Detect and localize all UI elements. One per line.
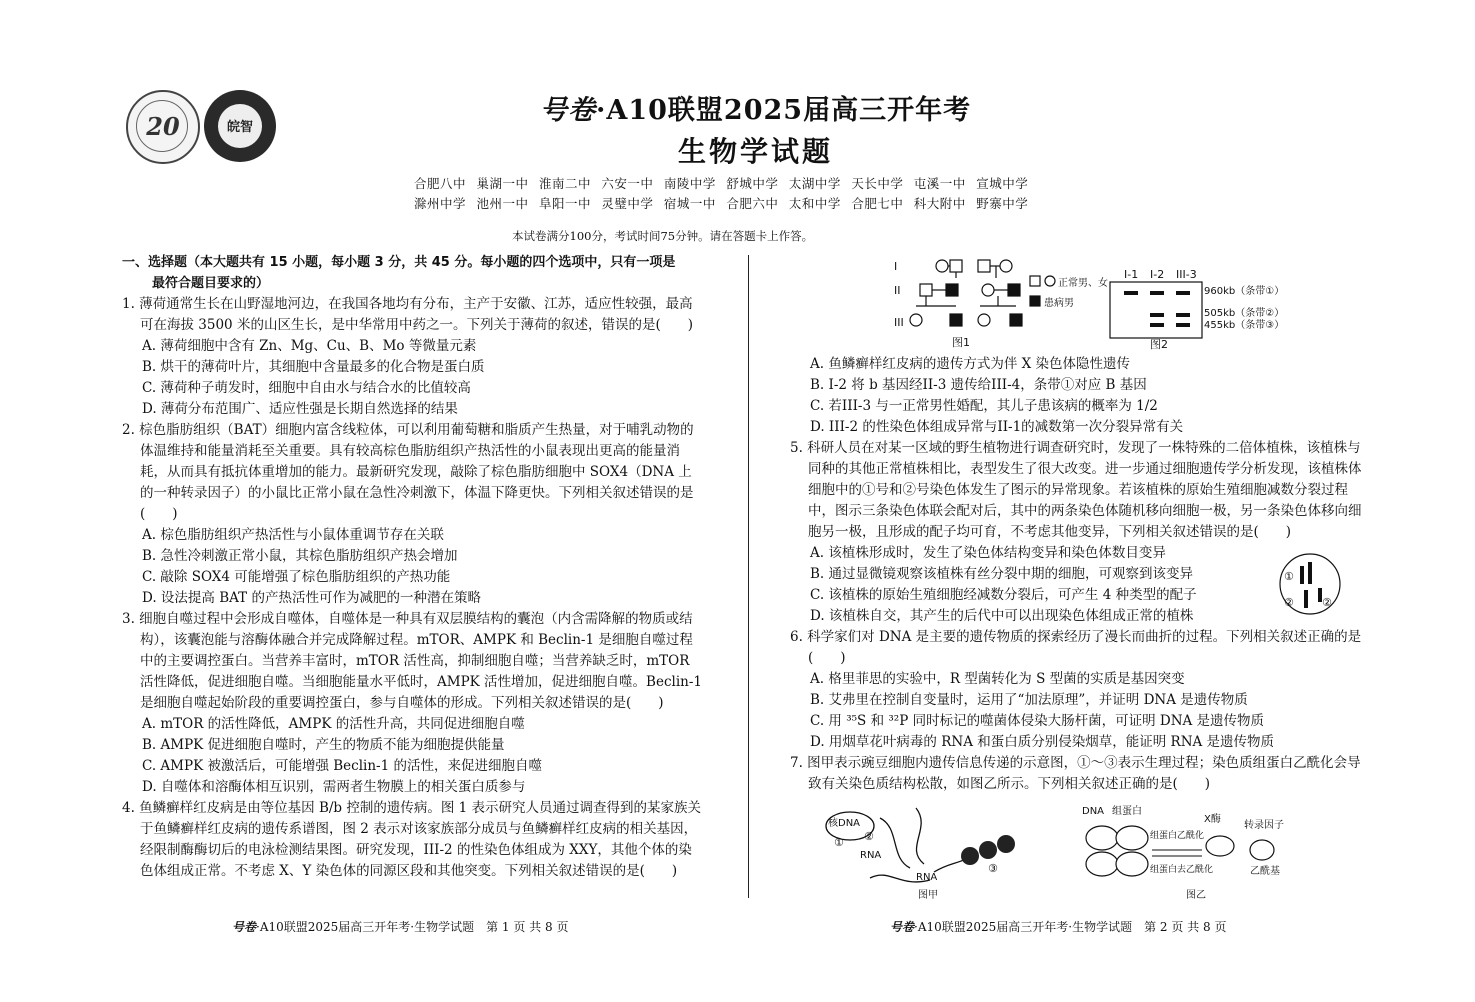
figb-transcription-factor: 转录因子 xyxy=(1244,820,1284,831)
q4-option-d: D. III-2 的性染色体组成异常与II-1的减数第一次分裂异常有关 xyxy=(810,419,1184,435)
footer-right-text: ·A10联盟2025届高三开年考·生物学试题 第 2 页 共 8 页 xyxy=(914,920,1227,934)
gel-band xyxy=(1150,291,1164,295)
band-2-label: 505kb（条带②） xyxy=(1204,308,1285,319)
alliance-logo-text: 20 xyxy=(146,112,180,141)
question-2: 2. 棕色脂肪组织（BAT）细胞内富含线粒体，可以利用葡萄糖和脂质产生热量，对于哺乳动物的体温维持和能量消耗至关重要。具有较高棕色脂肪组织产热活性的小鼠表现出更高的能量消耗，从而具有抵抗体重增加的能力。最新研究发现，敲除了棕色脂肪细胞中 SOX4（DNA 上的一种转录因子）的小鼠比正常小鼠在急性冷刺激下，体温下降更快。下列相关叙述错误的是( ) xyxy=(122,422,694,522)
figure-1-label: 图1 xyxy=(952,336,970,349)
q5-option-b: B. 通过显微镜观察该植株有丝分裂中期的细胞，可观察到该变异 xyxy=(810,566,1194,582)
svg-text:②: ② xyxy=(864,830,874,843)
q1-option-c: C. 薄荷种子萌发时，细胞中自由水与结合水的比值较高 xyxy=(142,380,471,396)
subject-title: 生物学试题 xyxy=(678,135,834,168)
figb-acetylation: 组蛋白乙酰化 xyxy=(1150,831,1205,841)
gel-col-1: I-1 xyxy=(1124,268,1139,281)
figure-2-label: 图2 xyxy=(1150,338,1168,351)
exam-note: 本试卷满分100分，考试时间75分钟。请在答题卡上作答。 xyxy=(512,229,814,243)
footer-left xyxy=(232,918,568,935)
question-5: 5. 科研人员在对某一区域的野生植物进行调查研究时，发现了一株特殊的二倍体植株，该植株与同种的其他正常植株相比，表型发生了很大改变。进一步通过细胞遗传学分析发现，该植株体细胞中的①号和②号染色体发生了图示的异常现象。若该植株的原始生殖细胞减数分裂过程中，图示三条染色体联会配对后，其中的两条染色体随机移向细胞一极，另一条染色体移向细胞另一极，且形成的配子均可育，不考虑其他变异，下列相关叙述错误的是( ) xyxy=(790,440,1362,540)
svg-text:①: ① xyxy=(834,836,844,849)
footer-right xyxy=(890,918,1226,935)
svg-text:I: I xyxy=(894,260,898,273)
q2-option-a: A. 棕色脂肪组织产热活性与小鼠体重调节存在关联 xyxy=(142,527,444,543)
gel-col-2: I-2 xyxy=(1150,268,1165,281)
brand-mark: 号卷 xyxy=(540,95,596,126)
question-4: 4. 鱼鳞癣样红皮病是由等位基因 B/b 控制的遗传病。图 1 表示研究人员通过调查得到的某家族关于鱼鳞癣样红皮病的遗传系谱图，图 2 表示对该家族部分成员与鱼鳞癣样红皮病的相关基因，经限制酶酶切后的电泳检测结果图。研究发现，III-2 的性染色体组成为 XXY，其他个体的染色体组成正常。不考虑 X、Y 染色体的同源区段和其他突变。下列相关叙述错误的是( ) xyxy=(122,800,702,879)
q3-option-c: C. AMPK 被激活后，可能增强 Beclin-1 的活性，来促进细胞自噬 xyxy=(142,758,542,774)
svg-text:III: III xyxy=(894,316,904,329)
section-heading: 一、选择题（本大题共有 15 小题，每小题 3 分，共 45 分。每小题的四个选项中，只有一项是 xyxy=(122,255,676,270)
question-3: 3. 细胞自噬过程中会形成自噬体，自噬体是一种具有双层膜结构的囊泡（内含需降解的物质或结构），该囊泡能与溶酶体融合并完成降解过程。mTOR、AMPK 和 Beclin-1 是细胞自噬过程中的主要调控蛋白。当营养丰富时，mTOR 活性高，抑制细胞自噬；当营养缺乏时，mTOR 活性降低，促进细胞自噬。当细胞能量水平低时，AMPK 活性增加，促进细胞自噬。Beclin-1 是细胞自噬起始阶段的重要调控蛋白，参与自噬体的形成。下列相关叙述错误的是( ) xyxy=(122,611,702,711)
q4-option-a: A. 鱼鳞癣样红皮病的遗传方式为伴 X 染色体隐性遗传 xyxy=(810,356,1131,372)
question-1: 1. 薄荷通常生长在山野湿地河边，在我国各地均有分布，主产于安徽、江苏，适应性较强，最高可在海拔 3500 米的山区生长，是中华常用中药之一。下列关于薄荷的叙述，错误的是( ) xyxy=(122,296,693,333)
svg-text:②: ② xyxy=(1322,596,1332,609)
schools-row-1: 合肥八中 巢湖一中 淮南二中 六安一中 南陵中学 舒城中学 太湖中学 天长中学 屯溪一中 宣城中学 xyxy=(414,176,1029,191)
gel-col-3: III-3 xyxy=(1176,268,1197,281)
section-heading-2: 最符合题目要求的） xyxy=(152,276,270,291)
gel-band xyxy=(1176,313,1190,317)
left-column xyxy=(122,252,702,882)
q6-option-a: A. 格里菲思的实验中，R 型菌转化为 S 型菌的实质是基因突变 xyxy=(810,671,1185,687)
wanzhi-logo xyxy=(204,90,276,162)
q1-option-d: D. 薄荷分布范围广、适应性强是长期自然选择的结果 xyxy=(142,401,458,417)
wanzhi-logo-text: 皖智 xyxy=(226,120,253,135)
q1-option-a: A. 薄荷细胞中含有 Zn、Mg、Cu、B、Mo 等微量元素 xyxy=(142,338,477,354)
band-1-label: 960kb（条带①） xyxy=(1204,286,1285,297)
q5-option-a: A. 该植株形成时，发生了染色体结构变异和染色体数目变异 xyxy=(810,545,1166,561)
q2-option-c: C. 敲除 SOX4 可能增强了棕色脂肪组织的产热功能 xyxy=(142,569,451,585)
figure-1-2 xyxy=(880,256,1300,352)
gel-band xyxy=(1176,291,1190,295)
pedigree-I-2 xyxy=(950,260,962,272)
q1-option-b: B. 烘干的薄荷叶片，其细胞中含量最多的化合物是蛋白质 xyxy=(142,359,485,375)
figb-histone: 组蛋白 xyxy=(1112,806,1142,817)
q2-option-b: B. 急性冷刺激正常小鼠，其棕色脂肪组织产热会增加 xyxy=(142,548,458,564)
gel-band xyxy=(1124,291,1138,295)
figa-dna: 核DNA xyxy=(828,818,861,829)
figb-x-enzyme: X酶 xyxy=(1204,814,1221,825)
svg-text:①: ① xyxy=(1284,570,1294,583)
q6-option-d: D. 用烟草花叶病毒的 RNA 和蛋白质分别侵染烟草，能证明 RNA 是遗传物质 xyxy=(810,734,1275,750)
gel-band xyxy=(1150,313,1164,317)
footer-brand-right: 号卷 xyxy=(890,920,915,934)
footer-brand-left: 号卷 xyxy=(232,920,257,934)
q5-option-d: D. 该植株自交，其产生的后代中可以出现染色体组成正常的植株 xyxy=(810,608,1194,624)
figure-a-label: 图甲 xyxy=(918,890,938,901)
q3-option-a: A. mTOR 的活性降低，AMPK 的活性升高，共同促进细胞自噬 xyxy=(142,716,525,732)
q5-option-c: C. 该植株的原始生殖细胞经减数分裂后，可产生 4 种类型的配子 xyxy=(810,587,1197,603)
footer-left-text: ·A10联盟2025届高三开年考·生物学试题 第 1 页 共 8 页 xyxy=(256,920,569,934)
legend-affected: 患病男 xyxy=(1044,298,1074,309)
legend-normal: 正常男、女 xyxy=(1058,278,1108,289)
figb-acetyl: 乙酰基 xyxy=(1250,866,1280,877)
gel-band xyxy=(1150,323,1164,327)
column-divider xyxy=(748,255,749,898)
question-6: 6. 科学家们对 DNA 是主要的遗传物质的探索经历了漫长而曲折的过程。下列相关叙述正确的是( ) xyxy=(790,629,1362,666)
q3-option-d: D. 自噬体和溶酶体相互识别，需两者生物膜上的相关蛋白质参与 xyxy=(142,779,526,795)
q3-option-b: B. AMPK 促进细胞自噬时，产生的物质不能为细胞提供能量 xyxy=(142,737,505,753)
figb-dna: DNA xyxy=(1082,806,1105,817)
question-7: 7. 图甲表示豌豆细胞内遗传信息传递的示意图，①～③表示生理过程；染色质组蛋白乙酰化会导致有关染色质结构松散，如图乙所示。下列相关叙述正确的是( ) xyxy=(790,755,1361,792)
figa-rna-1: RNA xyxy=(860,850,882,861)
chromosome-figure xyxy=(1278,552,1342,616)
figure-7 xyxy=(820,798,1340,902)
figure-b-label: 图乙 xyxy=(1186,890,1206,901)
svg-text:II: II xyxy=(894,284,901,297)
q4-option-c: C. 若III-3 与一正常男性婚配，其儿子患该病的概率为 1/2 xyxy=(810,398,1158,414)
exam-title-text: ·A10联盟2025届高三开年考 xyxy=(596,95,972,126)
svg-text:②: ② xyxy=(1284,596,1294,609)
q6-option-b: B. 艾弗里在控制自变量时，运用了“加法原理”，并证明 DNA 是遗传物质 xyxy=(810,692,1248,708)
schools-row-2: 滁州中学 池州一中 阜阳一中 灵璧中学 宿城一中 合肥六中 太和中学 合肥七中 科大附中 野寨中学 xyxy=(414,196,1029,211)
alliance-logo xyxy=(126,90,200,164)
q6-option-c: C. 用 ³⁵S 和 ³²P 同时标记的噬菌体侵染大肠杆菌，可证明 DNA 是遗传物质 xyxy=(810,713,1265,729)
figa-rna-2: RNA xyxy=(916,872,938,883)
q4-option-b: B. I-2 将 b 基因经II-3 遗传给III-4，条带①对应 B 基因 xyxy=(810,377,1147,393)
gel-band xyxy=(1176,323,1190,327)
exam-title xyxy=(540,88,971,127)
q2-option-d: D. 设法提高 BAT 的产热活性可作为减肥的一种潜在策略 xyxy=(142,590,481,606)
pedigree-I-1 xyxy=(936,260,948,272)
band-3-label: 455kb（条带③） xyxy=(1204,320,1285,331)
svg-text:③: ③ xyxy=(988,862,998,875)
figb-deacetylation: 组蛋白去乙酰化 xyxy=(1150,865,1214,875)
